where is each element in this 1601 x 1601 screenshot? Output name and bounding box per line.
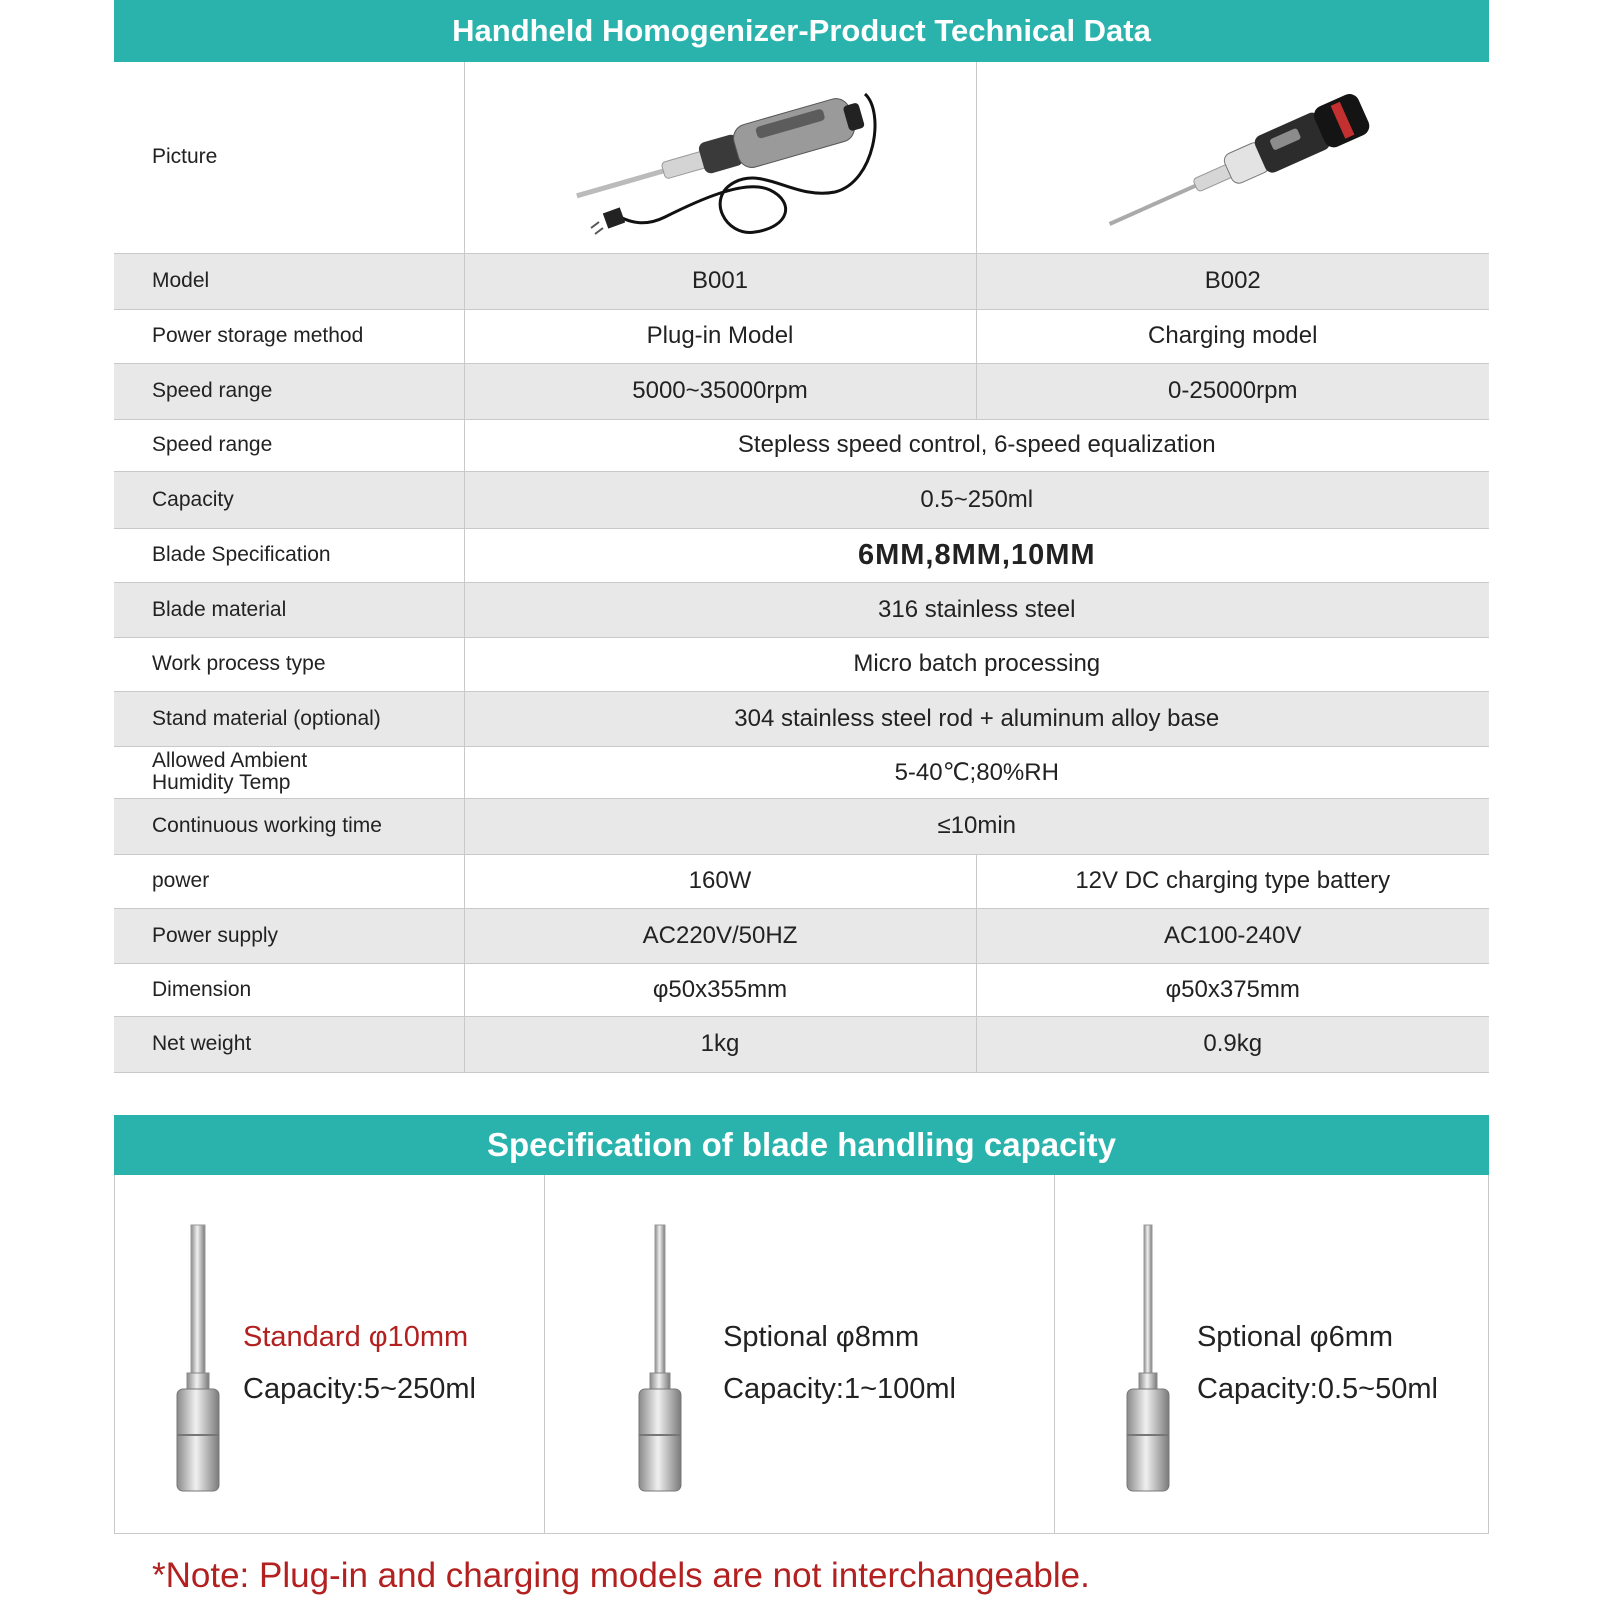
row-label: Blade material <box>114 582 464 637</box>
b001-value: φ50x355mm <box>464 963 976 1016</box>
table-row <box>114 419 1489 471</box>
blade-image <box>1123 1223 1173 1500</box>
row-label: Blade Specification <box>114 528 464 582</box>
blade-capacity: Capacity:1~100ml <box>723 1373 956 1405</box>
shared-value <box>464 528 1489 582</box>
spec-table <box>114 62 1489 1073</box>
table-row-picture <box>114 62 1489 253</box>
spec-table-title: Handheld Homogenizer-Product Technical Data <box>114 0 1489 62</box>
table-row <box>114 1016 1489 1072</box>
blade-spec-value: 6MM,8MM,10MM <box>857 538 1096 571</box>
blade-capacity-section <box>114 1115 1489 1534</box>
blade-image <box>635 1223 685 1500</box>
table-row <box>114 253 1489 309</box>
row-label <box>114 746 464 798</box>
row-label: Speed range <box>114 419 464 471</box>
blade-6mm-image <box>1123 1223 1173 1495</box>
b002-value: 12V DC charging type battery <box>976 854 1489 908</box>
b001-value: 1kg <box>464 1016 976 1072</box>
table-row <box>114 746 1489 798</box>
table-row <box>114 798 1489 854</box>
plug-in-homogenizer-image <box>555 72 885 242</box>
shared-value: 304 stainless steel rod + aluminum alloy base <box>464 691 1489 746</box>
blade-capacity: Capacity:5~250ml <box>243 1373 476 1405</box>
table-row <box>114 528 1489 582</box>
charging-homogenizer-image <box>1083 82 1383 232</box>
row-label: Work process type <box>114 637 464 691</box>
blade-capacity: Capacity:0.5~50ml <box>1196 1373 1438 1405</box>
blade-text <box>1197 1311 1438 1415</box>
b001-value: 5000~35000rpm <box>464 363 976 419</box>
table-row <box>114 471 1489 528</box>
blade-image <box>173 1223 223 1500</box>
blade-cells <box>114 1175 1489 1534</box>
row-label: Model <box>114 253 464 309</box>
row-label: Power supply <box>114 908 464 963</box>
blade-name: Sptional φ6mm <box>1196 1321 1394 1353</box>
table-row <box>114 691 1489 746</box>
b002-value: Charging model <box>976 309 1489 363</box>
blade-section-title: Specification of blade handling capacity <box>114 1115 1489 1175</box>
row-label: Picture <box>114 62 464 253</box>
row-label: Speed range <box>114 363 464 419</box>
shared-value: 316 stainless steel <box>464 582 1489 637</box>
row-label: Continuous working time <box>114 798 464 854</box>
b001-value: 160W <box>464 854 976 908</box>
b001-value: AC220V/50HZ <box>464 908 976 963</box>
shared-value: Stepless speed control, 6-speed equalization <box>464 419 1489 471</box>
table-row <box>114 309 1489 363</box>
shared-value: Micro batch processing <box>464 637 1489 691</box>
blade-10mm-image <box>173 1223 223 1495</box>
shared-value: 5-40℃;80%RH <box>464 746 1489 798</box>
blade-name: Standard φ10mm <box>243 1321 469 1353</box>
b001-value: Plug-in Model <box>464 309 976 363</box>
b002-value: 0.9kg <box>976 1016 1489 1072</box>
blade-name: Sptional φ8mm <box>723 1321 920 1353</box>
b001-value: B001 <box>464 253 976 309</box>
blade-cell <box>115 1175 545 1533</box>
b002-value: 0-25000rpm <box>976 363 1489 419</box>
table-row <box>114 363 1489 419</box>
b002-picture <box>976 62 1489 253</box>
row-label: Dimension <box>114 963 464 1016</box>
table-row <box>114 908 1489 963</box>
blade-cell <box>1055 1175 1489 1533</box>
row-label: Power storage method <box>114 309 464 363</box>
row-label: Stand material (optional) <box>114 691 464 746</box>
table-row <box>114 582 1489 637</box>
spec-table-section <box>114 0 1489 1073</box>
row-label-line: Allowed Ambient <box>152 749 308 772</box>
row-label: power <box>114 854 464 908</box>
row-label: Net weight <box>114 1016 464 1072</box>
shared-value: 0.5~250ml <box>464 471 1489 528</box>
blade-text <box>243 1311 476 1415</box>
b002-value: B002 <box>976 253 1489 309</box>
blade-text <box>723 1311 956 1415</box>
row-label-line: Humidity Temp <box>152 771 291 794</box>
table-row <box>114 637 1489 691</box>
table-row <box>114 854 1489 908</box>
b001-picture <box>464 62 976 253</box>
interchangeability-note: *Note: Plug-in and charging models are not interchangeable. <box>152 1556 1090 1595</box>
blade-8mm-image <box>635 1223 685 1495</box>
b002-value: AC100-240V <box>976 908 1489 963</box>
b002-value: φ50x375mm <box>976 963 1489 1016</box>
row-label: Capacity <box>114 471 464 528</box>
table-row <box>114 963 1489 1016</box>
shared-value: ≤10min <box>464 798 1489 854</box>
blade-cell <box>545 1175 1055 1533</box>
